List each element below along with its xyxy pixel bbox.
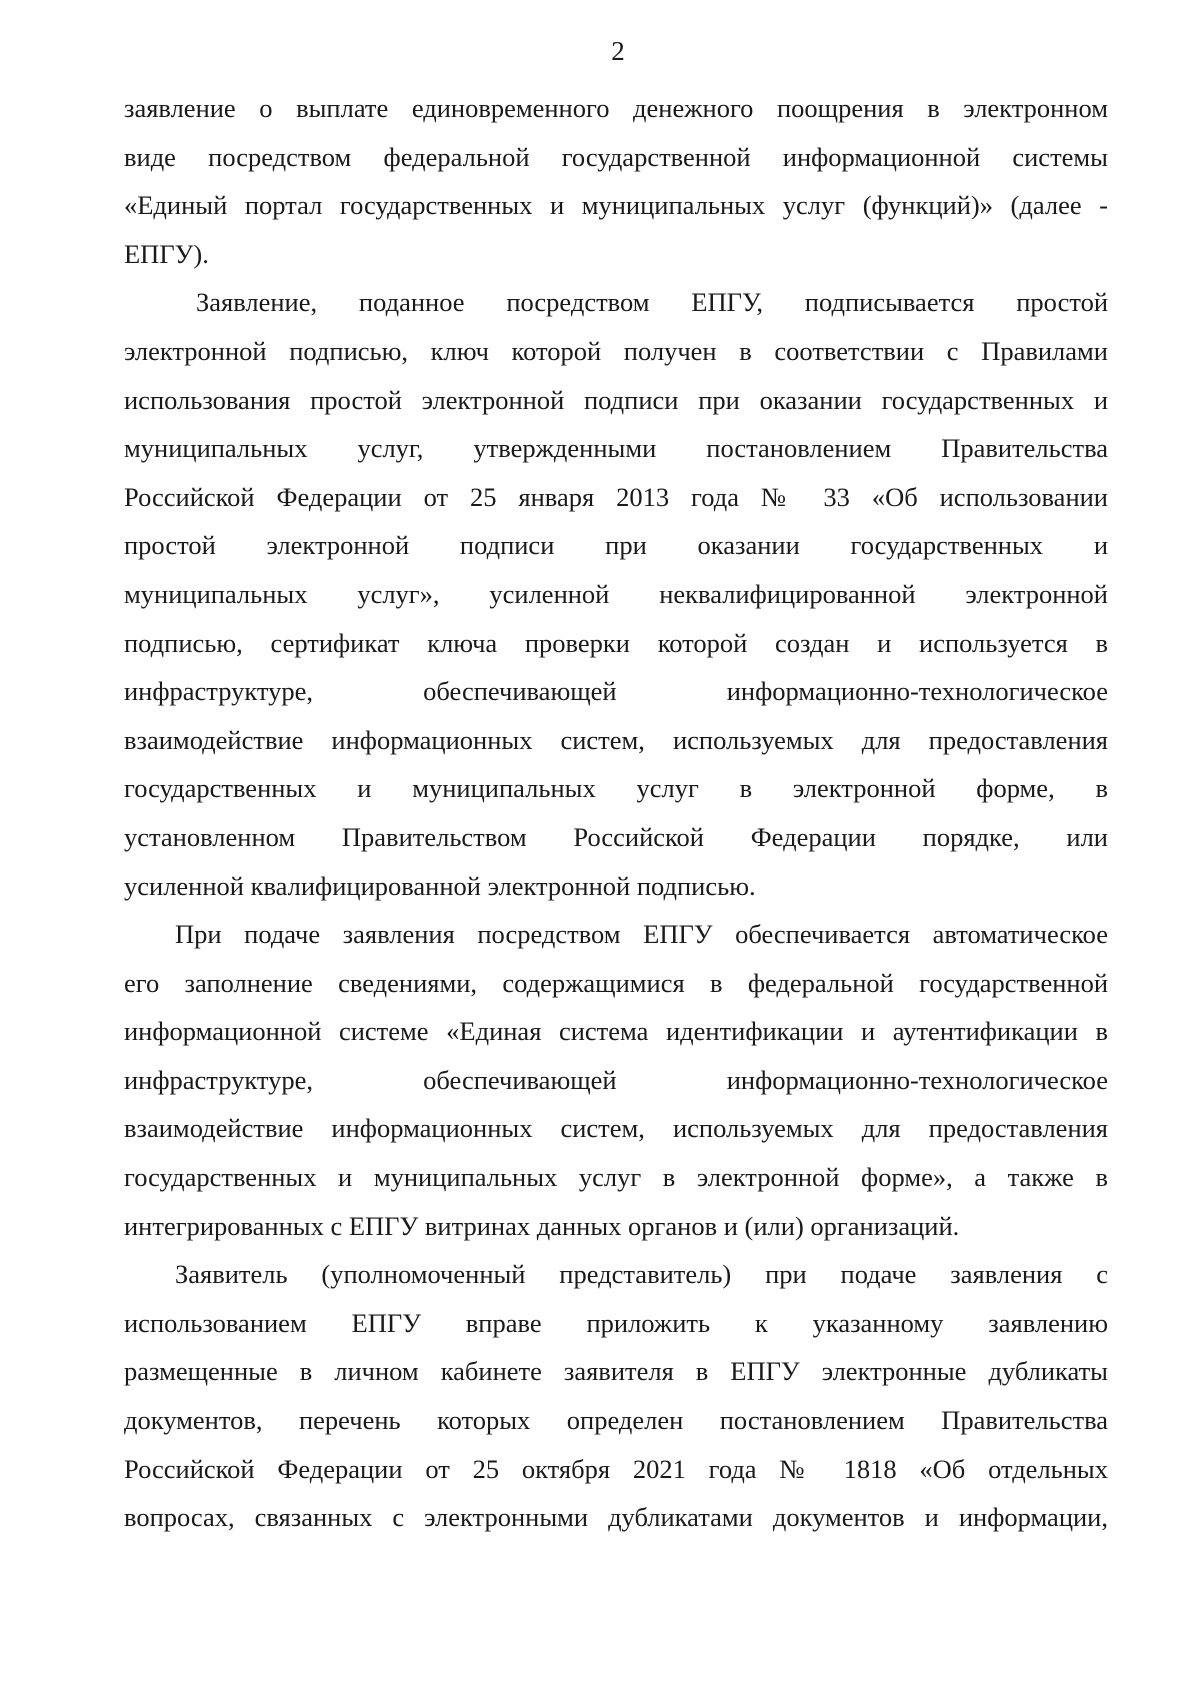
text-line: документов, перечень которых определен постановлением Правительства	[124, 1405, 1108, 1436]
paragraph-first-line: Заявитель (уполномоченный представитель) при подаче заявления с	[175, 1259, 1108, 1290]
text-line: подписью, сертификат ключа проверки которой создан и используется в	[124, 627, 1108, 658]
text-line: информационной системе «Единая система идентификации и аутентификации в	[124, 1016, 1108, 1047]
text-line: государственных и муниципальных услуг в электронной форме, в	[124, 773, 1108, 804]
document-body	[124, 84, 1108, 1542]
text-line: взаимодействие информационных систем, используемых для предоставления	[124, 1113, 1108, 1144]
text-line: инфраструктуре, обеспечивающей информационно-технологическое	[124, 1064, 1108, 1095]
paragraph-first-line: Заявление, поданное посредством ЕПГУ, подписывается простой	[196, 287, 1108, 318]
text-line: муниципальных услуг», усиленной неквалифицированной электронной	[124, 578, 1108, 609]
page-number: 2	[611, 36, 625, 66]
text-line: его заполнение сведениями, содержащимися в федеральной государственной	[124, 967, 1108, 998]
text-line: вопросах, связанных с электронными дубликатами документов и информации,	[124, 1502, 1108, 1533]
text-line: усиленной квалифицированной электронной подписью.	[124, 870, 756, 901]
text-line: использованием ЕПГУ вправе приложить к указанному заявлению	[124, 1307, 1108, 1338]
text-line: электронной подписью, ключ которой получен в соответствии с Правилами	[124, 335, 1108, 366]
text-line: использования простой электронной подписи при оказании государственных и	[124, 384, 1108, 415]
text-line: Российской Федерации от 25 января 2013 года № 33 «Об использовании	[124, 481, 1108, 512]
text-line: интегрированных с ЕПГУ витринах данных органов и (или) организаций.	[124, 1210, 960, 1241]
paragraph-first-line: При подаче заявления посредством ЕПГУ обеспечивается автоматическое	[175, 919, 1108, 950]
text-line: инфраструктуре, обеспечивающей информационно-технологическое	[124, 676, 1108, 707]
text-line: простой электронной подписи при оказании государственных и	[124, 530, 1108, 561]
text-line: «Единый портал государственных и муниципальных услуг (функций)» (далее -	[124, 190, 1108, 221]
text-line: заявление о выплате единовременного денежного поощрения в электронном	[124, 93, 1108, 123]
text-line: размещенные в личном кабинете заявителя в ЕПГУ электронные дубликаты	[124, 1356, 1108, 1387]
text-line: муниципальных услуг, утвержденными постановлением Правительства	[124, 433, 1108, 464]
text-line: взаимодействие информационных систем, используемых для предоставления	[124, 724, 1108, 755]
text-line: Российской Федерации от 25 октября 2021 года № 1818 «Об отдельных	[124, 1453, 1108, 1484]
text-line: ЕПГУ).	[124, 238, 209, 269]
text-line: виде посредством федеральной государственной информационной системы	[124, 141, 1108, 172]
text-line: установленном Правительством Российской Федерации порядке, или	[124, 821, 1108, 852]
text-line: государственных и муниципальных услуг в электронной форме», а также в	[124, 1162, 1108, 1193]
